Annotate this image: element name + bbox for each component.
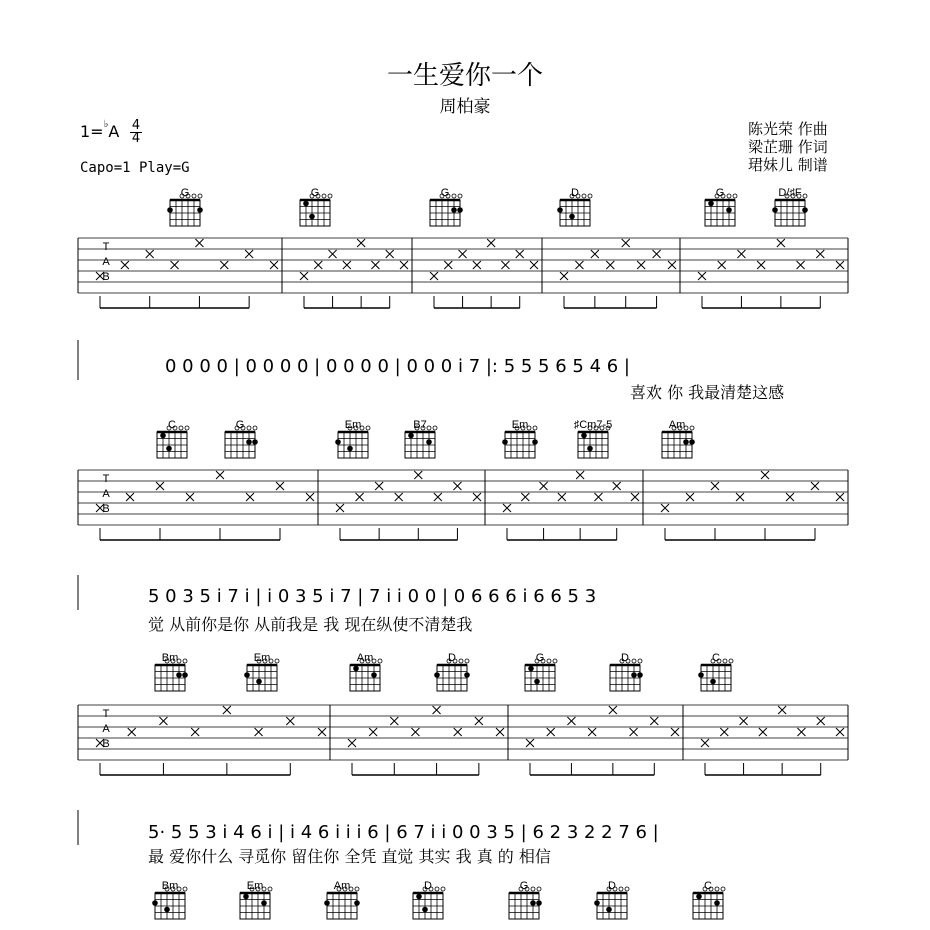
strum-mark — [195, 239, 203, 247]
chord-name: G — [235, 419, 245, 431]
open-string-marker — [638, 659, 642, 663]
tab-clef-letter: A — [102, 256, 110, 268]
chord-name: G — [519, 880, 529, 892]
open-string-marker — [247, 426, 251, 430]
strum-mark — [400, 261, 408, 269]
chord-diagram — [244, 652, 279, 691]
chord-diagram — [705, 187, 737, 226]
chord-dot — [581, 433, 587, 439]
chord-name: D — [621, 652, 629, 664]
credit-transcriber: 珺妹儿 制谱 — [748, 156, 828, 174]
chord-dot — [303, 201, 309, 207]
chord-dot — [416, 894, 422, 900]
tab-staff — [78, 470, 848, 540]
strum-mark — [216, 471, 224, 479]
strum-mark — [270, 261, 278, 269]
strum-mark — [126, 493, 134, 501]
strum-mark — [343, 261, 351, 269]
strum-mark — [146, 250, 154, 258]
strum-mark — [637, 261, 645, 269]
song-title: 一生爱你一个 — [386, 61, 543, 91]
strum-mark — [613, 482, 621, 490]
chord-name: Em — [246, 880, 264, 892]
open-string-marker — [531, 887, 535, 891]
open-string-marker — [185, 426, 189, 430]
chord-dot — [261, 900, 267, 906]
strum-mark — [777, 239, 785, 247]
strum-mark — [631, 493, 639, 501]
open-string-marker — [733, 194, 737, 198]
chord-name: Em — [344, 419, 362, 431]
chord-dot — [243, 894, 249, 900]
chord-dot — [696, 894, 702, 900]
strum-mark — [797, 728, 805, 736]
chord-dot — [371, 672, 377, 678]
open-string-marker — [253, 426, 257, 430]
tab-staff — [78, 238, 848, 308]
strum-mark — [444, 261, 452, 269]
strum-mark — [395, 493, 403, 501]
strum-mark — [357, 239, 365, 247]
lyric-line: 觉 从前你是你 从前我是 我 现在纵使不清楚我 — [148, 615, 473, 634]
open-string-marker — [553, 659, 557, 663]
open-string-marker — [547, 659, 551, 663]
chord-diagram — [509, 880, 542, 919]
strum-mark — [220, 261, 228, 269]
strum-mark — [836, 493, 844, 501]
tab-clef-letter: T — [102, 473, 110, 485]
strum-mark — [375, 482, 383, 490]
strum-mark — [737, 250, 745, 258]
strum-mark — [718, 261, 726, 269]
strum-mark — [348, 739, 356, 747]
chord-dot — [166, 446, 172, 452]
strum-mark — [156, 482, 164, 490]
tab-clef-letter: T — [102, 708, 110, 720]
chord-dot — [802, 207, 808, 213]
chord-name: D — [448, 652, 456, 664]
chord-name: G — [180, 187, 190, 199]
strum-mark — [414, 471, 422, 479]
strum-mark — [591, 250, 599, 258]
chord-dot — [698, 672, 704, 678]
strum-mark — [121, 261, 129, 269]
chord-name: C — [704, 880, 712, 892]
chord-dot — [569, 214, 575, 220]
chord-dot — [532, 439, 538, 445]
open-string-marker — [458, 194, 462, 198]
chord-dot — [587, 446, 593, 452]
chord-dot — [710, 679, 716, 685]
chord-dot — [594, 900, 600, 906]
chord-name: D — [424, 880, 432, 892]
chord-dot — [631, 672, 637, 678]
strum-mark — [286, 717, 294, 725]
open-string-marker — [465, 659, 469, 663]
strum-mark — [411, 728, 419, 736]
strum-mark — [171, 261, 179, 269]
strum-mark — [701, 739, 709, 747]
chord-name: Am — [356, 652, 374, 664]
strum-mark — [761, 471, 769, 479]
strum-mark — [797, 261, 805, 269]
tab-clef-letter: A — [102, 723, 110, 735]
key-flat: ♭ — [103, 119, 109, 130]
artist-name: 周柏豪 — [439, 97, 491, 117]
open-string-marker — [183, 659, 187, 663]
strum-mark — [609, 706, 617, 714]
chord-dot — [457, 207, 463, 213]
chord-dot — [353, 666, 359, 672]
strum-mark — [540, 482, 548, 490]
chord-dot — [182, 672, 188, 678]
strum-mark — [276, 482, 284, 490]
strum-mark — [740, 717, 748, 725]
strum-mark — [567, 717, 575, 725]
chord-diagram — [225, 419, 258, 458]
chord-dot — [347, 446, 353, 452]
time-top: 4 — [131, 118, 141, 133]
open-string-marker — [192, 194, 196, 198]
strum-mark — [594, 493, 602, 501]
open-string-marker — [441, 887, 445, 891]
strum-mark — [720, 728, 728, 736]
chord-dot — [528, 666, 534, 672]
open-string-marker — [435, 887, 439, 891]
lyric-line: 喜欢 你 我最清楚这感 — [630, 383, 785, 402]
chord-name: ♯Cm7-5 — [573, 419, 613, 431]
chord-dot — [244, 672, 250, 678]
chord-name: C — [168, 419, 176, 431]
strum-mark — [671, 728, 679, 736]
open-string-marker — [328, 194, 332, 198]
strum-mark — [661, 504, 669, 512]
strum-mark — [496, 728, 504, 736]
open-string-marker — [729, 659, 733, 663]
chord-diagram — [350, 652, 382, 691]
strum-mark — [757, 261, 765, 269]
chord-dot — [246, 439, 252, 445]
strum-mark — [306, 493, 314, 501]
strum-mark — [255, 728, 263, 736]
open-string-marker — [690, 426, 694, 430]
credit-composer: 陈光荣 作曲 — [748, 120, 828, 138]
chord-diagram — [413, 880, 445, 919]
chord-name: B7 — [413, 419, 427, 431]
strum-mark — [558, 493, 566, 501]
chord-dot — [714, 900, 720, 906]
strum-mark — [606, 261, 614, 269]
strum-mark — [501, 261, 509, 269]
strum-mark — [487, 239, 495, 247]
strum-mark — [503, 504, 511, 512]
strum-mark — [356, 493, 364, 501]
chord-dot — [160, 433, 166, 439]
open-string-marker — [715, 887, 719, 891]
open-string-marker — [723, 659, 727, 663]
chord-dot — [434, 672, 440, 678]
open-string-marker — [727, 194, 731, 198]
chord-diagram — [557, 187, 592, 226]
open-string-marker — [355, 887, 359, 891]
strum-mark — [433, 706, 441, 714]
chord-dot — [309, 214, 315, 220]
chord-name: D — [571, 187, 579, 199]
chord-name: Bm — [161, 652, 179, 664]
open-string-marker — [433, 426, 437, 430]
key-note: A — [108, 122, 120, 141]
strum-mark — [630, 728, 638, 736]
strum-mark — [516, 250, 524, 258]
strum-mark — [186, 493, 194, 501]
open-string-marker — [366, 426, 370, 430]
open-string-marker — [459, 659, 463, 663]
strum-mark — [816, 250, 824, 258]
open-string-marker — [721, 887, 725, 891]
chord-dot — [637, 672, 643, 678]
chord-dot — [252, 439, 258, 445]
chord-diagram — [157, 419, 189, 458]
chord-dot — [606, 907, 612, 913]
chord-dot — [176, 672, 182, 678]
strum-mark — [560, 272, 568, 280]
open-string-marker — [427, 426, 431, 430]
open-string-marker — [625, 887, 629, 891]
strum-mark — [653, 250, 661, 258]
tab-clef-letter: A — [102, 488, 110, 500]
chord-diagram — [434, 652, 470, 691]
chord-dot — [534, 679, 540, 685]
open-string-marker — [537, 887, 541, 891]
strum-mark — [453, 482, 461, 490]
open-string-marker — [268, 887, 272, 891]
chord-dot — [426, 439, 432, 445]
open-string-marker — [378, 659, 382, 663]
strum-mark — [336, 504, 344, 512]
open-string-marker — [275, 659, 279, 663]
tab-clef-letter: B — [102, 271, 110, 283]
chord-diagram — [405, 419, 437, 458]
open-string-marker — [452, 194, 456, 198]
strum-mark — [698, 272, 706, 280]
strum-mark — [811, 482, 819, 490]
strum-mark — [588, 728, 596, 736]
chord-diagram — [335, 419, 370, 458]
strum-mark — [711, 482, 719, 490]
chord-dot — [354, 900, 360, 906]
chord-diagram — [574, 419, 613, 458]
chord-dot — [502, 439, 508, 445]
lyric-line: 最 爱你什么 寻觅你 留住你 全凭 直觉 其实 我 真 的 相信 — [148, 847, 551, 866]
credit-lyricist: 梁芷珊 作词 — [748, 138, 828, 156]
chord-diagram — [240, 880, 272, 919]
strum-mark — [390, 717, 398, 725]
chord-dot — [152, 900, 158, 906]
chord-name: Bm — [161, 880, 179, 892]
jianpu-line: 0 0 0 0 | 0 0 0 0 | 0 0 0 0 | 0 0 0 i̇ 7 |: 5 5 5 6 5 4 6 | — [165, 356, 630, 377]
chord-name: Em — [253, 652, 271, 664]
strum-mark — [473, 493, 481, 501]
strum-mark — [369, 728, 377, 736]
time-bottom: 4 — [131, 131, 141, 146]
strum-mark — [386, 250, 394, 258]
chord-dot — [683, 439, 689, 445]
chord-diagram — [693, 880, 725, 919]
chord-diagram — [300, 187, 332, 226]
chord-dot — [256, 679, 262, 685]
strum-mark — [430, 272, 438, 280]
chord-diagram — [772, 187, 808, 226]
strum-mark — [314, 261, 322, 269]
chord-name: C — [712, 652, 720, 664]
chord-diagram — [155, 652, 188, 691]
chord-diagram — [610, 652, 643, 691]
strum-mark — [668, 261, 676, 269]
strum-mark — [650, 717, 658, 725]
chord-diagram — [430, 187, 463, 226]
chord-diagram — [698, 652, 733, 691]
chord-diagram — [594, 880, 629, 919]
strum-mark — [622, 239, 630, 247]
chord-diagram — [502, 419, 538, 458]
strum-mark — [191, 728, 199, 736]
jianpu-line: 5· 5 5 3 i̇ 4 6 i̇ | i̇ 4 6 i̇ i̇ i̇ 6 | 6 7 i̇ i̇ 0 0 3 5 | 6 2 3 2 2 7 6 | — [148, 822, 659, 843]
chord-name: D/♯F — [778, 187, 802, 199]
chord-dot — [464, 672, 470, 678]
chord-dot — [451, 207, 457, 213]
chord-diagram — [152, 880, 187, 919]
chord-dot — [689, 439, 695, 445]
chord-dot — [708, 201, 714, 207]
open-string-marker — [533, 426, 537, 430]
chord-dot — [726, 207, 732, 213]
strum-mark — [526, 739, 534, 747]
open-string-marker — [803, 194, 807, 198]
chord-name: G — [440, 187, 450, 199]
chord-diagram — [662, 419, 695, 458]
open-string-marker — [588, 194, 592, 198]
chord-dot — [164, 907, 170, 913]
chord-diagram — [167, 187, 203, 226]
strum-mark — [686, 493, 694, 501]
strum-mark — [473, 261, 481, 269]
chord-name: Am — [668, 419, 686, 431]
strum-mark — [434, 493, 442, 501]
strum-mark — [300, 272, 308, 280]
strum-mark — [521, 493, 529, 501]
jianpu-line: 5 0 3 5 i̇ 7 i̇ | i̇ 0 3 5 i̇ 7 | 7 i̇ i̇ 0 0 | 0 6 6 6 i̇ 6 6 5 3 — [148, 586, 597, 607]
strum-mark — [159, 717, 167, 725]
chord-dot — [772, 207, 778, 213]
strum-mark — [371, 261, 379, 269]
chord-dot — [422, 907, 428, 913]
strum-mark — [575, 261, 583, 269]
chord-dot — [335, 439, 341, 445]
strum-mark — [759, 728, 767, 736]
chord-diagram — [525, 652, 557, 691]
chord-dot — [408, 433, 414, 439]
strum-mark — [576, 471, 584, 479]
open-string-marker — [179, 426, 183, 430]
strum-mark — [836, 261, 844, 269]
chord-dot — [324, 900, 330, 906]
chord-name: G — [715, 187, 725, 199]
key-prefix: 1= — [80, 122, 104, 141]
strum-mark — [318, 728, 326, 736]
open-string-marker — [632, 659, 636, 663]
open-string-marker — [582, 194, 586, 198]
open-string-marker — [198, 194, 202, 198]
chord-name: D — [608, 880, 616, 892]
open-string-marker — [322, 194, 326, 198]
strum-mark — [128, 728, 136, 736]
strum-mark — [530, 261, 538, 269]
strum-mark — [454, 728, 462, 736]
chord-dot — [536, 900, 542, 906]
tab-clef-letter: B — [102, 738, 110, 750]
chord-name: Em — [511, 419, 529, 431]
strum-mark — [459, 250, 467, 258]
open-string-marker — [619, 887, 623, 891]
capo-info: Capo=1 Play=G — [80, 160, 190, 176]
strum-mark — [736, 493, 744, 501]
strum-mark — [836, 728, 844, 736]
chord-diagram — [324, 880, 360, 919]
strum-mark — [817, 717, 825, 725]
open-string-marker — [183, 887, 187, 891]
strum-mark — [778, 706, 786, 714]
strum-mark — [786, 493, 794, 501]
strum-mark — [245, 250, 253, 258]
strum-mark — [223, 706, 231, 714]
tab-clef-letter: T — [102, 241, 110, 253]
tab-clef-letter: B — [102, 503, 110, 515]
strum-mark — [329, 250, 337, 258]
strum-mark — [475, 717, 483, 725]
chord-name: Am — [333, 880, 351, 892]
chord-dot — [167, 207, 173, 213]
strum-mark — [547, 728, 555, 736]
chord-dot — [197, 207, 203, 213]
strum-mark — [246, 493, 254, 501]
chord-dot — [530, 900, 536, 906]
tab-staff — [78, 705, 848, 775]
chord-name: G — [310, 187, 320, 199]
chord-dot — [557, 207, 563, 213]
chord-name: G — [535, 652, 545, 664]
